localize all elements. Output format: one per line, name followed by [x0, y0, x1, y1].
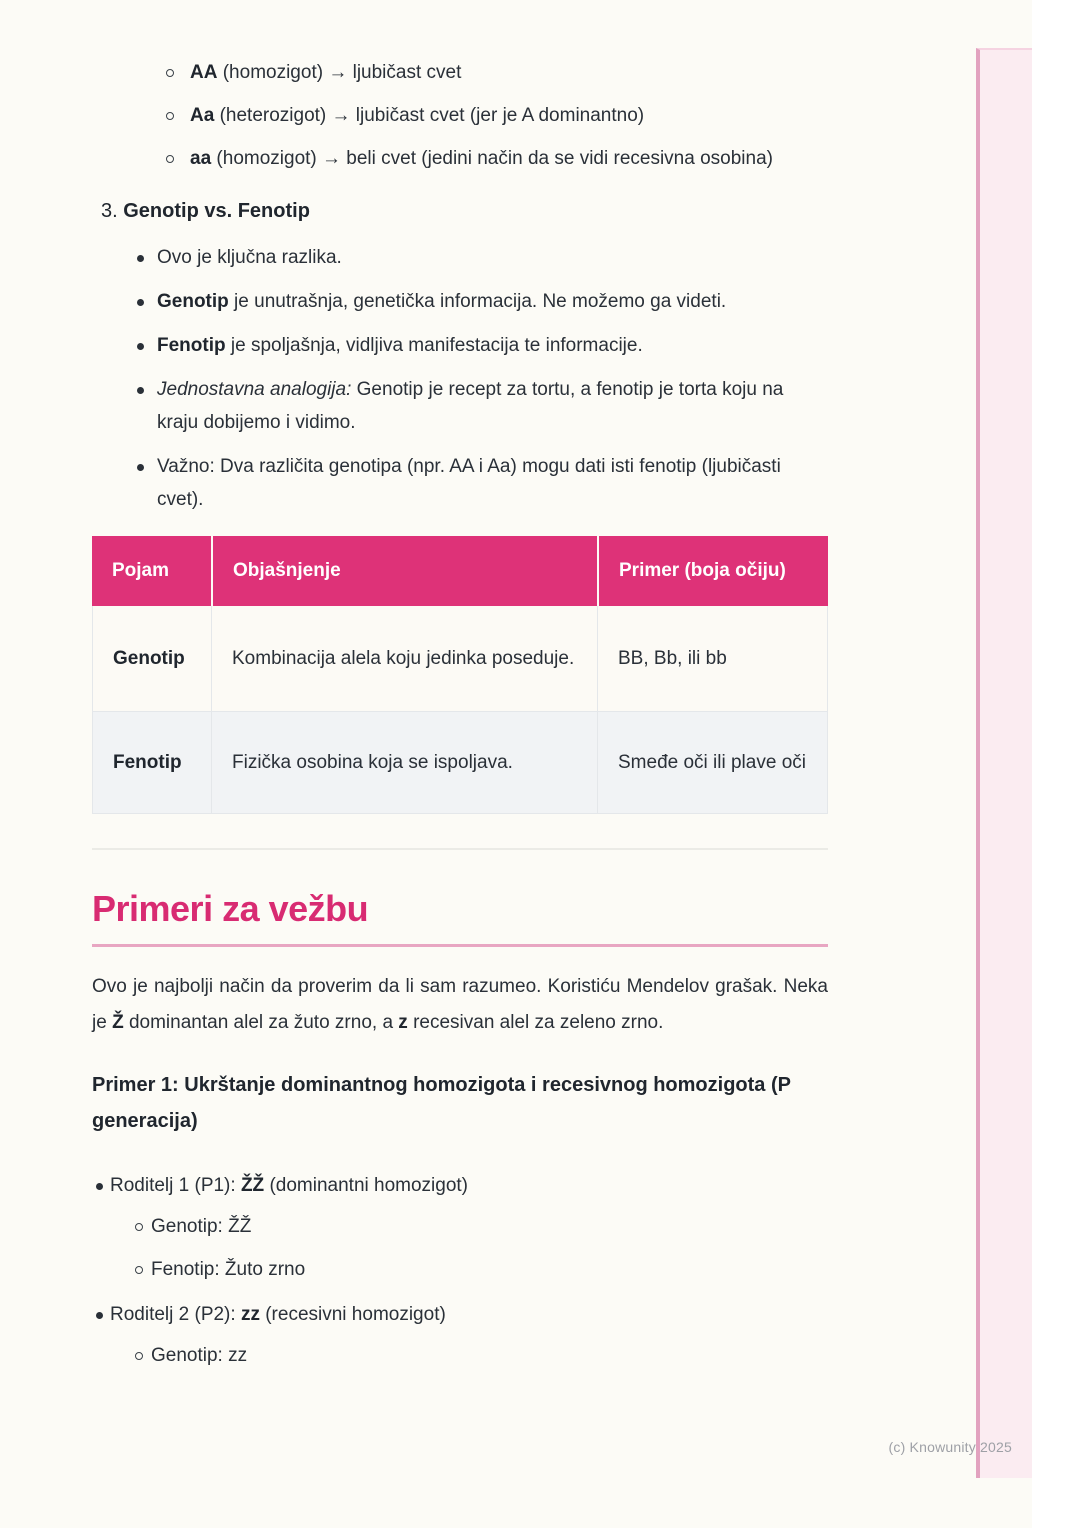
list-item	[92, 56, 828, 89]
allele-text: (homozigot) → ljubičast cvet	[217, 62, 462, 83]
cell-term: Fenotip	[92, 712, 211, 814]
bullet-disc-icon	[137, 255, 144, 262]
column-header-pojam: Pojam	[92, 536, 211, 606]
table-row	[92, 606, 828, 712]
list-item	[110, 1210, 828, 1243]
cell-term: Genotip	[92, 606, 211, 712]
allele-text: (homozigot) → beli cvet (jedini način da se vidi recesivna osobina)	[211, 148, 773, 169]
bullet-bold: Fenotip	[157, 335, 226, 356]
column-header-primer: Primer (boja očiju)	[597, 536, 828, 606]
list-item	[110, 1339, 828, 1372]
bullet-disc-icon	[96, 1312, 103, 1319]
allele-code: AA	[190, 62, 218, 83]
allele-code: Aa	[190, 105, 215, 126]
intro-text: dominantan alel za žuto zrno, a	[123, 1012, 399, 1033]
practice-intro-paragraph	[92, 969, 828, 1041]
allele-list	[92, 0, 828, 175]
bullet-text: je spoljašnja, vidljiva manifestacija te informacije.	[225, 335, 643, 356]
bullet-text: Genotip je recept za tortu, a fenotip je torta koju na kraju dobijemo i vidimo.	[157, 379, 784, 433]
page-title-primeri-za-vezbu: Primeri za vežbu	[92, 888, 828, 947]
list-item	[92, 450, 828, 516]
bullet-disc-icon	[96, 1183, 103, 1190]
list-item	[92, 373, 828, 439]
cell-example: Smeđe oči ili plave oči	[597, 712, 828, 814]
bullet-disc-icon	[137, 343, 144, 350]
bullet-circle-icon	[166, 155, 174, 163]
list-item	[92, 241, 828, 274]
parent-text: (recesivni homozigot)	[259, 1304, 446, 1325]
bullet-italic: Jednostavna analogija:	[157, 379, 352, 400]
genotip-fenotip-table	[92, 536, 828, 814]
table-header-row	[92, 536, 828, 606]
cell-explanation: Kombinacija alela koju jedinka poseduje.	[211, 606, 597, 712]
list-item	[110, 1253, 828, 1286]
recessive-allele: z	[398, 1012, 408, 1033]
allele-text: (heterozigot) → ljubičast cvet (jer je A dominantno)	[214, 105, 645, 126]
cell-explanation: Fizička osobina koja se ispoljava.	[211, 712, 597, 814]
bullet-disc-icon	[137, 299, 144, 306]
copyright-notice: (c) Knowunity 2025	[888, 1439, 1012, 1455]
parent-genotype: ŽŽ	[240, 1175, 265, 1196]
bullet-text: Važno: Dva različita genotipa (npr. AA i Aa) mogu dati isti fenotip (ljubičasti cvet).	[157, 456, 781, 510]
page-right-margin	[1032, 0, 1080, 1528]
next-page-edge-stripe	[976, 48, 1032, 1478]
section-heading-genotip-vs-fenotip	[92, 197, 828, 225]
list-item-parent2	[92, 1298, 828, 1372]
bullet-text: je unutrašnja, genetička informacija. Ne možemo ga videti.	[228, 291, 727, 312]
cell-example: BB, Bb, ili bb	[597, 606, 828, 712]
allele-code: aa	[190, 148, 212, 169]
genotip-fenotip-bullets	[92, 241, 828, 516]
parent-genotype: zz	[240, 1304, 260, 1325]
bullet-bold: Genotip	[157, 291, 229, 312]
list-item	[92, 99, 828, 132]
intro-text: recesivan alel za zeleno zrno.	[407, 1012, 664, 1033]
parent1-details	[110, 1210, 828, 1286]
bullet-disc-icon	[137, 387, 144, 394]
column-header-objasnjenje: Objašnjenje	[211, 536, 597, 606]
list-item	[92, 285, 828, 318]
bullet-circle-icon	[166, 69, 174, 77]
example1-title: Primer 1: Ukrštanje dominantnog homozigota i recesivnog homozigota (P generacija)	[92, 1074, 791, 1132]
intro-text: Ovo je najbolji način da proverim da li sam razumeo. Koristiću Mendelov grašak. Neka je	[92, 976, 828, 1033]
section-divider	[92, 848, 828, 850]
bullet-circle-icon	[135, 1266, 143, 1274]
detail-text: Genotip: zz	[151, 1345, 248, 1366]
detail-text: Genotip: ŽŽ	[151, 1216, 252, 1237]
parent-text: Roditelj 1 (P1):	[110, 1175, 241, 1196]
list-item-parent1	[92, 1169, 828, 1286]
table-row	[92, 712, 828, 814]
list-item	[92, 329, 828, 362]
dominant-allele: Ž	[112, 1012, 124, 1033]
bullet-disc-icon	[137, 464, 144, 471]
bullet-circle-icon	[135, 1223, 143, 1231]
section-title: Genotip vs. Fenotip	[123, 200, 310, 222]
parent2-details	[110, 1339, 828, 1372]
parent-text: (dominantni homozigot)	[264, 1175, 468, 1196]
detail-text: Fenotip: Žuto zrno	[151, 1259, 306, 1280]
bullet-text: Ovo je ključna razlika.	[157, 247, 342, 268]
list-item	[92, 142, 828, 175]
section-number: 3.	[101, 200, 124, 222]
parents-list	[92, 1169, 828, 1372]
bullet-circle-icon	[135, 1352, 143, 1360]
bullet-circle-icon	[166, 112, 174, 120]
parent-text: Roditelj 2 (P2):	[110, 1304, 241, 1325]
document-content	[92, 0, 828, 1384]
